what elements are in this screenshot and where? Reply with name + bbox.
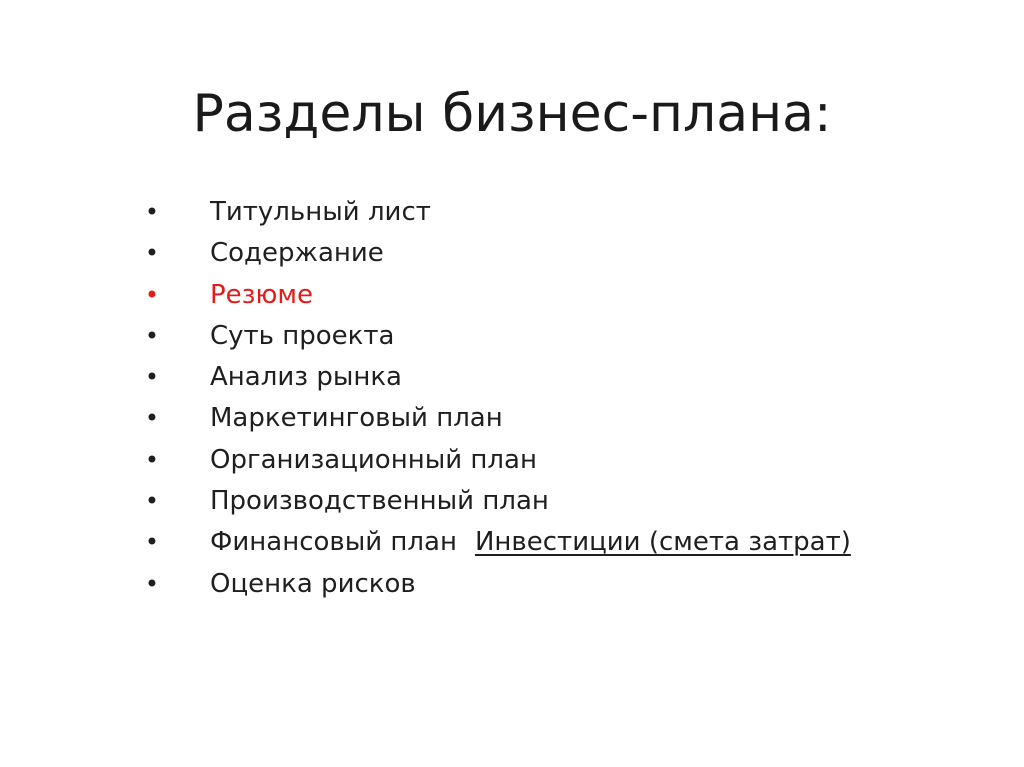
investments-link[interactable]: Инвестиции (смета затрат) xyxy=(474,527,851,558)
list-item-label: Финансовый план xyxy=(210,527,457,558)
list-item-market-analysis xyxy=(0,357,1024,398)
list-item-label-group xyxy=(210,522,851,563)
bullet-icon: • xyxy=(144,280,160,309)
section-list xyxy=(0,192,1024,605)
bullet-icon: • xyxy=(144,198,160,226)
list-item-summary xyxy=(0,275,1024,316)
slide-title: Разделы бизнес-плана: xyxy=(192,84,832,144)
list-item-label: Оценка рисков xyxy=(210,568,416,599)
list-item-financial-plan xyxy=(0,522,1024,563)
list-item-label: Резюме xyxy=(210,279,313,310)
list-item-label: Титульный лист xyxy=(210,197,431,227)
bullet-icon: • xyxy=(144,487,160,516)
bullet-icon: • xyxy=(144,445,160,474)
list-item-label: Маркетинговый план xyxy=(210,403,503,434)
list-item-label: Суть проекта xyxy=(210,320,395,351)
list-item-title-page xyxy=(0,192,1024,233)
bullet-icon: • xyxy=(144,528,160,557)
bullet-icon: • xyxy=(144,569,160,598)
list-item-risk-assessment xyxy=(0,564,1024,605)
bullet-icon: • xyxy=(144,363,160,392)
list-item-organizational-plan xyxy=(0,440,1024,481)
bullet-icon: • xyxy=(144,321,160,350)
list-item-project-essence xyxy=(0,316,1024,357)
list-item-marketing-plan xyxy=(0,398,1024,439)
list-item-label: Производственный план xyxy=(210,486,549,517)
list-item-label: Содержание xyxy=(210,238,384,269)
list-item-production-plan xyxy=(0,481,1024,522)
bullet-icon: • xyxy=(144,239,160,268)
list-item-label: Анализ рынка xyxy=(210,362,402,393)
list-item-label: Организационный план xyxy=(210,444,537,475)
bullet-icon: • xyxy=(144,404,160,433)
list-item-contents xyxy=(0,233,1024,274)
